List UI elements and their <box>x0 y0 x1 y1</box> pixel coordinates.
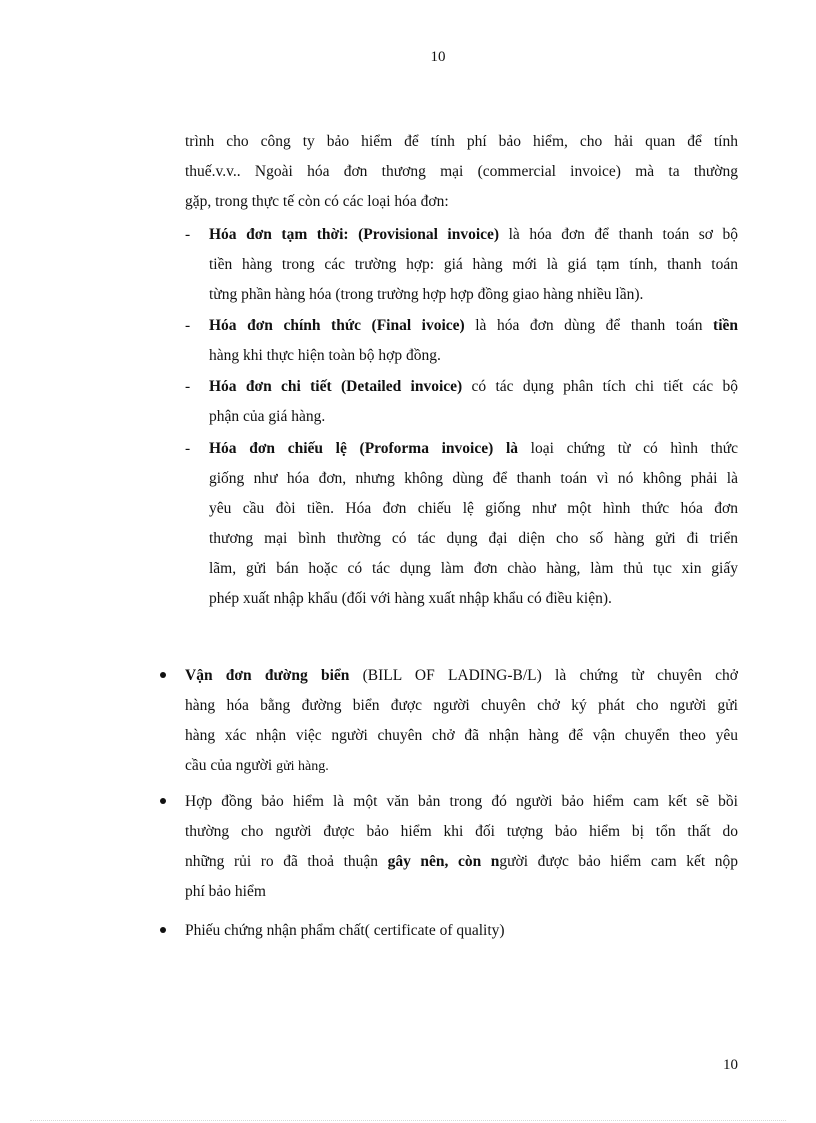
bottom-divider <box>30 1120 786 1121</box>
bullet-line: cầu của người gửi hàng. <box>185 757 329 774</box>
dash-item-line: tiền hàng trong các trường hợp: giá hàng mới là giá tạm tính, thanh toán <box>209 256 738 273</box>
dash-item-line: từng phần hàng hóa (trong trường hợp hợp đồng giao hàng nhiều lần). <box>209 286 644 303</box>
bullet-line: Hợp đồng bảo hiểm là một văn bản trong đó người bảo hiểm cam kết sẽ bồi <box>185 793 738 810</box>
bullet-line: Vận đơn đường biển (BILL OF LADING-B/L) là chứng từ chuyên chở <box>185 667 738 684</box>
dash-marker: - <box>185 317 191 334</box>
intro-line-2: thuế.v.v.. Ngoài hóa đơn thương mại (commercial invoice) mà ta thường <box>185 163 738 180</box>
bullet-dot <box>160 672 166 678</box>
term-bold: Hóa đơn chiếu lệ (Proforma invoice) là <box>209 440 518 457</box>
dash-item-line: Hóa đơn tạm thời: (Provisional invoice) là hóa đơn để thanh toán sơ bộ <box>209 226 738 243</box>
dash-item-line: phận của giá hàng. <box>209 408 326 425</box>
bullet-dot <box>160 927 166 933</box>
intro-paragraph <box>185 127 738 217</box>
bullet-line: hàng xác nhận việc người chuyên chở đã nhận hàng để vận chuyển theo yêu <box>185 727 738 744</box>
term-bold: Hóa đơn tạm thời: (Provisional invoice) <box>209 226 500 243</box>
term-bold: Hóa đơn chính thức (Final ivoice) <box>209 317 465 334</box>
dash-marker: - <box>185 440 191 457</box>
dash-marker: - <box>185 378 191 395</box>
page-number-top: 10 <box>430 49 446 65</box>
bullet-line: Phiếu chứng nhận phẩm chất( certificate of quality) <box>185 922 505 939</box>
dash-item-line: giống như hóa đơn, nhưng không dùng để thanh toán vì nó không phải là <box>209 470 738 487</box>
dash-item-line: thương mại bình thường có tác dụng đại diện cho số hàng gửi đi triển <box>209 530 738 547</box>
intro-line-3: gặp, trong thực tế còn có các loại hóa đơn: <box>185 193 449 210</box>
term-bold: Hóa đơn chi tiết (Detailed invoice) <box>209 378 463 395</box>
dash-item-line: hàng khi thực hiện toàn bộ hợp đồng. <box>209 347 441 364</box>
bullet-line: những rủi ro đã thoả thuận gây nên, còn người được bảo hiểm cam kết nộp <box>185 853 738 870</box>
page-number-bottom: 10 <box>723 1057 738 1073</box>
dash-item-line: Hóa đơn chính thức (Final ivoice) là hóa đơn dùng để thanh toán tiền <box>209 317 738 334</box>
dash-item-line: Hóa đơn chi tiết (Detailed invoice) có tác dụng phân tích chi tiết các bộ <box>209 378 738 395</box>
bullet-line: phí bảo hiểm <box>185 883 266 900</box>
bullet-dot <box>160 798 166 804</box>
intro-line-1: trình cho công ty bảo hiểm để tính phí bảo hiểm, cho hải quan để tính <box>185 133 738 150</box>
bullet-line: hàng hóa bằng đường biển được người chuyên chở ký phát cho người gửi <box>185 697 738 714</box>
dash-marker: - <box>185 226 191 243</box>
dash-item-line: Hóa đơn chiếu lệ (Proforma invoice) là loại chứng từ có hình thức <box>209 440 738 457</box>
bullet-line: thường cho người được bảo hiểm khi đối tượng bảo hiểm bị tổn thất do <box>185 823 738 840</box>
dash-item-line: phép xuất nhập khẩu (đối với hàng xuất nhập khẩu có điều kiện). <box>209 590 612 607</box>
dash-item-line: lãm, gửi bán hoặc có tác dụng làm đơn chào hàng, làm thủ tục xin giấy <box>209 560 738 577</box>
dash-item-line: yêu cầu đòi tiền. Hóa đơn chiếu lệ giống như một hình thức hóa đơn <box>209 500 738 517</box>
term-bold: Vận đơn đường biển <box>185 667 350 684</box>
